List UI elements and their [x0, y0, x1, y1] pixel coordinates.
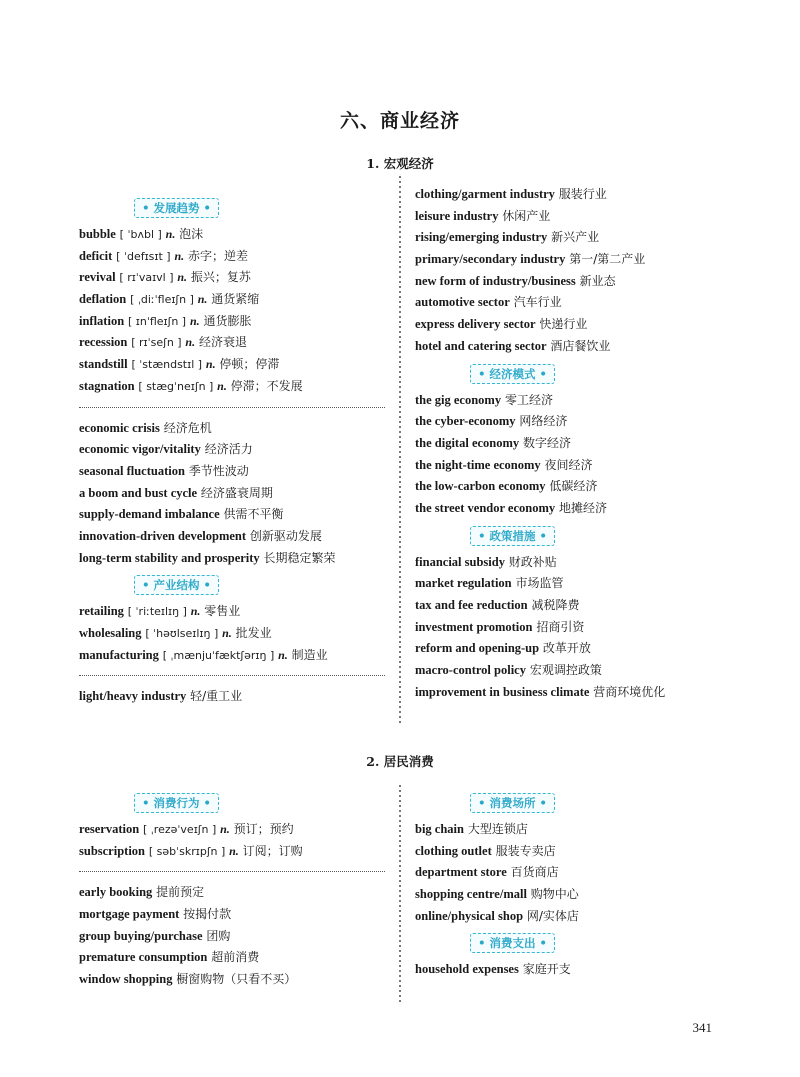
vocab-translation: 低碳经济 — [549, 479, 598, 494]
vocab-translation: 按揭付款 — [183, 907, 232, 922]
vocab-translation: 长期稳定繁荣 — [263, 550, 336, 565]
section-macro-left-column — [79, 192, 389, 708]
vocab-translation: 购物中心 — [530, 887, 579, 902]
vocab-entry — [79, 246, 389, 268]
category-tag-wrap — [415, 358, 610, 390]
vocab-translation: 经济衰退 — [198, 335, 247, 350]
vocab-translation: 停滞；不发展 — [230, 378, 303, 393]
vocab-term: stagnation — [79, 378, 135, 393]
vocab-translation: 零售业 — [204, 604, 241, 619]
vocab-entry — [415, 206, 715, 228]
vocab-translation: 季节性波动 — [188, 463, 249, 478]
vocab-term: premature consumption — [79, 950, 208, 965]
category-tag: • 消费行为 • — [134, 793, 219, 813]
vocab-entry — [415, 314, 715, 336]
vocab-entry — [415, 249, 715, 271]
vocab-term: improvement in business climate — [415, 684, 590, 699]
vocab-term: online/physical shop — [415, 908, 524, 923]
vocab-term: deficit — [79, 248, 113, 263]
vocab-entry — [79, 926, 389, 948]
vocab-term: investment promotion — [415, 619, 533, 634]
vocab-term: early booking — [79, 885, 153, 900]
vocab-phonetic: [ ˌrezəˈveɪʃn ] — [143, 823, 217, 836]
vocab-entry — [79, 311, 389, 333]
vocab-entry — [415, 336, 715, 358]
vocab-entry — [415, 617, 715, 639]
vocab-translation: 经济活力 — [204, 442, 253, 457]
vocab-translation: 经济盛衰周期 — [200, 485, 273, 500]
vocab-translation: 快递行业 — [539, 317, 588, 332]
vocab-term: department store — [415, 865, 507, 880]
vocab-term: wholesaling — [79, 626, 142, 640]
vocab-term: market regulation — [415, 576, 512, 591]
vocab-translation: 通货膨胀 — [203, 313, 252, 328]
vocab-entry — [415, 595, 715, 617]
vocab-entry — [79, 686, 389, 708]
vocab-entry — [79, 418, 389, 440]
dotted-divider — [79, 871, 385, 872]
column-divider-chain — [396, 176, 404, 724]
vocab-translation: 泡沫 — [179, 227, 204, 241]
vocab-term: the street vendor economy — [415, 500, 556, 515]
vocab-term: reservation — [79, 822, 140, 836]
vocab-translation: 酒店餐饮业 — [550, 338, 611, 353]
page-title: 六、商业经济 — [339, 110, 460, 132]
vocab-term: group buying/purchase — [79, 928, 203, 943]
vocab-term: economic vigor/vitality — [79, 442, 201, 457]
vocab-term: mortgage payment — [79, 907, 180, 922]
vocab-translation: 新业态 — [579, 273, 616, 288]
vocab-entry — [79, 969, 389, 991]
vocab-translation: 预订；预约 — [233, 822, 294, 836]
vocab-part-of-speech: n. — [189, 313, 200, 328]
vocab-entry — [79, 601, 389, 623]
vocab-term: rising/emerging industry — [415, 230, 548, 245]
vocab-entry — [79, 332, 389, 354]
vocab-entry — [415, 819, 715, 841]
vocab-term: seasonal fluctuation — [79, 463, 185, 478]
vocab-term: financial subsidy — [415, 554, 505, 569]
vocab-translation: 振兴；复苏 — [190, 270, 251, 285]
vocab-translation: 服装专卖店 — [495, 843, 556, 858]
vocab-term: supply-demand imbalance — [79, 507, 220, 522]
vocab-term: reform and opening-up — [415, 641, 540, 656]
vocab-entry — [415, 959, 715, 981]
vocab-term: light/heavy industry — [79, 689, 187, 704]
vocab-entry — [415, 390, 715, 412]
vocab-phonetic: [ ˌdiːˈfleɪʃn ] — [130, 293, 194, 307]
vocab-term: new form of industry/business — [415, 273, 576, 288]
vocab-part-of-speech: n. — [174, 248, 185, 263]
vocab-term: inflation — [79, 313, 125, 328]
vocab-entry — [79, 819, 389, 841]
vocab-term: automotive sector — [415, 295, 510, 310]
vocab-entry — [79, 439, 389, 461]
vocab-term: innovation-driven development — [79, 528, 247, 543]
vocab-phonetic: [ ˈriːteɪlɪŋ ] — [127, 605, 187, 619]
column-divider-chain — [396, 785, 404, 1003]
vocab-translation: 家庭开支 — [522, 962, 571, 977]
vocab-entry — [79, 376, 389, 398]
vocab-translation: 减税降费 — [531, 598, 580, 612]
vocab-term: deflation — [79, 292, 127, 307]
vocab-part-of-speech: n. — [220, 822, 230, 836]
vocab-translation: 地摊经济 — [558, 500, 607, 515]
vocab-translation: 大型连锁店 — [467, 822, 528, 836]
vocab-entry — [415, 271, 715, 293]
vocab-term: the digital economy — [415, 435, 520, 450]
vocab-translation: 团购 — [206, 928, 231, 943]
vocab-phonetic: [ ˈbʌbl ] — [119, 228, 162, 241]
category-tag-wrap — [79, 787, 274, 819]
vocab-translation: 供需不平衡 — [223, 507, 284, 522]
vocab-term: the night-time economy — [415, 457, 541, 472]
category-tag: • 消费支出 • — [470, 933, 555, 953]
vocab-term: express delivery sector — [415, 317, 536, 332]
vocab-term: the gig economy — [415, 392, 502, 407]
vocab-translation: 第一/第二产业 — [569, 252, 646, 267]
vocab-entry — [79, 483, 389, 505]
dotted-divider — [79, 675, 385, 676]
vocab-entry — [415, 682, 715, 704]
vocab-term: hotel and catering sector — [415, 338, 547, 353]
vocab-entry — [79, 224, 389, 246]
vocab-phonetic: [ səbˈskrɪpʃn ] — [148, 844, 226, 858]
vocab-translation: 订阅；订购 — [242, 843, 303, 858]
vocab-translation: 市场监管 — [515, 576, 564, 591]
category-tag: • 消费场所 • — [470, 793, 555, 813]
vocab-translation: 提前预定 — [156, 885, 205, 900]
vocab-part-of-speech: n. — [165, 227, 176, 241]
vocab-translation: 营商环境优化 — [593, 684, 666, 699]
vocab-entry — [415, 455, 715, 477]
vocab-phonetic: [ rɪˈvaɪvl ] — [119, 271, 174, 285]
vocab-entry — [415, 433, 715, 455]
vocab-translation: 制造业 — [291, 647, 328, 662]
vocab-translation: 招商引资 — [536, 619, 585, 634]
vocab-translation: 赤字；逆差 — [187, 248, 248, 263]
category-tag: • 产业结构 • — [134, 575, 219, 595]
vocab-translation: 夜间经济 — [544, 457, 593, 472]
vocab-entry — [415, 660, 715, 682]
vocab-term: clothing/garment industry — [415, 187, 555, 201]
vocab-translation: 财政补贴 — [508, 554, 557, 569]
vocab-entry — [79, 461, 389, 483]
vocab-term: macro-control policy — [415, 663, 526, 678]
vocab-entry — [79, 548, 389, 570]
vocab-entry — [415, 638, 715, 660]
vocab-part-of-speech: n. — [222, 626, 232, 640]
section-title-macro: 1. 宏观经济 — [366, 156, 434, 171]
vocab-term: bubble — [79, 227, 116, 241]
section-title-consumption: 2. 居民消费 — [366, 754, 434, 769]
category-tag-wrap — [415, 787, 610, 819]
vocab-phonetic: [ ɪnˈfleɪʃn ] — [127, 314, 187, 328]
vocab-entry — [79, 882, 389, 904]
vocab-translation: 停顿；停滞 — [219, 357, 280, 372]
vocab-phonetic: [ stægˈneɪʃn ] — [138, 379, 214, 393]
vocab-term: big chain — [415, 822, 464, 836]
vocab-term: long-term stability and prosperity — [79, 550, 260, 565]
vocab-translation: 橱窗购物（只看不买） — [176, 972, 297, 987]
vocab-entry — [415, 184, 715, 206]
category-tag: • 发展趋势 • — [134, 198, 219, 218]
vocab-entry — [415, 884, 715, 906]
vocab-translation: 休闲产业 — [502, 208, 551, 223]
vocab-translation: 数字经济 — [523, 435, 572, 450]
page-number: 341 — [692, 1020, 712, 1035]
vocab-entry — [79, 504, 389, 526]
vocab-translation: 零工经济 — [504, 392, 553, 407]
vocab-phonetic: [ ˈstændstɪl ] — [131, 358, 203, 372]
vocab-entry — [79, 623, 389, 645]
vocab-term: recession — [79, 335, 128, 350]
section-consumption-right-column — [415, 787, 715, 981]
category-tag-wrap — [79, 569, 274, 601]
category-tag: • 政策措施 • — [470, 526, 555, 546]
vocab-phonetic: [ ˌmænjuˈfæktʃərɪŋ ] — [162, 648, 275, 662]
vocab-entry — [79, 841, 389, 863]
vocab-term: tax and fee reduction — [415, 598, 528, 612]
vocab-entry — [415, 906, 715, 928]
vocab-entry — [415, 292, 715, 314]
vocab-entry — [415, 498, 715, 520]
vocab-translation: 通货紧缩 — [211, 292, 260, 307]
vocab-part-of-speech: n. — [278, 647, 288, 662]
vocab-translation: 经济危机 — [163, 420, 212, 435]
vocab-translation: 超前消费 — [211, 950, 260, 965]
category-tag-wrap — [415, 927, 610, 959]
vocab-part-of-speech: n. — [197, 292, 208, 307]
vocab-term: leisure industry — [415, 208, 499, 223]
vocab-term: manufacturing — [79, 647, 159, 662]
vocab-term: standstill — [79, 357, 128, 372]
dotted-divider — [79, 407, 385, 408]
vocab-entry — [79, 354, 389, 376]
vocab-translation: 改革开放 — [542, 641, 591, 656]
vocab-entry — [415, 862, 715, 884]
vocab-term: clothing outlet — [415, 843, 492, 858]
vocab-term: shopping centre/mall — [415, 887, 527, 902]
vocab-term: window shopping — [79, 972, 173, 987]
vocab-term: household expenses — [415, 962, 519, 977]
vocab-translation: 网络经济 — [519, 414, 568, 429]
vocab-phonetic: [ rɪˈseʃn ] — [131, 336, 182, 350]
vocab-term: retailing — [79, 604, 124, 619]
vocab-translation: 百货商店 — [510, 865, 559, 880]
category-tag: • 经济模式 • — [470, 364, 555, 384]
vocab-phonetic: [ ˈhəʊlseɪlɪŋ ] — [145, 627, 219, 640]
vocab-entry — [415, 476, 715, 498]
vocab-entry — [79, 267, 389, 289]
vocab-part-of-speech: n. — [177, 270, 188, 285]
vocab-translation: 服装行业 — [558, 187, 607, 201]
vocab-entry — [79, 904, 389, 926]
vocab-term: primary/secondary industry — [415, 252, 566, 267]
vocab-term: revival — [79, 270, 116, 285]
section-macro-right-column — [415, 184, 715, 703]
vocab-part-of-speech: n. — [205, 357, 216, 372]
vocab-phonetic: [ ˈdefɪsɪt ] — [116, 249, 171, 263]
vocab-term: economic crisis — [79, 420, 160, 435]
vocab-entry — [79, 526, 389, 548]
vocab-entry — [415, 573, 715, 595]
vocab-entry — [415, 552, 715, 574]
vocab-entry — [79, 947, 389, 969]
vocab-entry — [415, 227, 715, 249]
vocab-translation: 新兴产业 — [551, 230, 600, 245]
vocab-translation: 轻/重工业 — [190, 689, 243, 704]
vocab-translation: 汽车行业 — [513, 295, 562, 310]
vocab-entry — [415, 841, 715, 863]
vocab-part-of-speech: n. — [229, 843, 239, 858]
vocab-part-of-speech: n. — [217, 378, 227, 393]
vocab-translation: 网/实体店 — [526, 908, 579, 923]
vocab-part-of-speech: n. — [185, 335, 196, 350]
category-tag-wrap — [79, 192, 274, 224]
vocab-term: the cyber-economy — [415, 414, 516, 429]
vocab-translation: 宏观调控政策 — [529, 663, 602, 678]
section-consumption-left-column — [79, 787, 389, 991]
vocab-entry — [79, 289, 389, 311]
vocab-entry — [415, 411, 715, 433]
vocab-term: subscription — [79, 843, 145, 858]
vocab-entry — [79, 645, 389, 667]
category-tag-wrap — [415, 520, 610, 552]
vocab-term: a boom and bust cycle — [79, 485, 198, 500]
vocab-translation: 创新驱动发展 — [249, 528, 322, 543]
vocab-part-of-speech: n. — [190, 604, 201, 619]
vocab-term: the low-carbon economy — [415, 479, 546, 494]
vocab-translation: 批发业 — [235, 626, 272, 640]
